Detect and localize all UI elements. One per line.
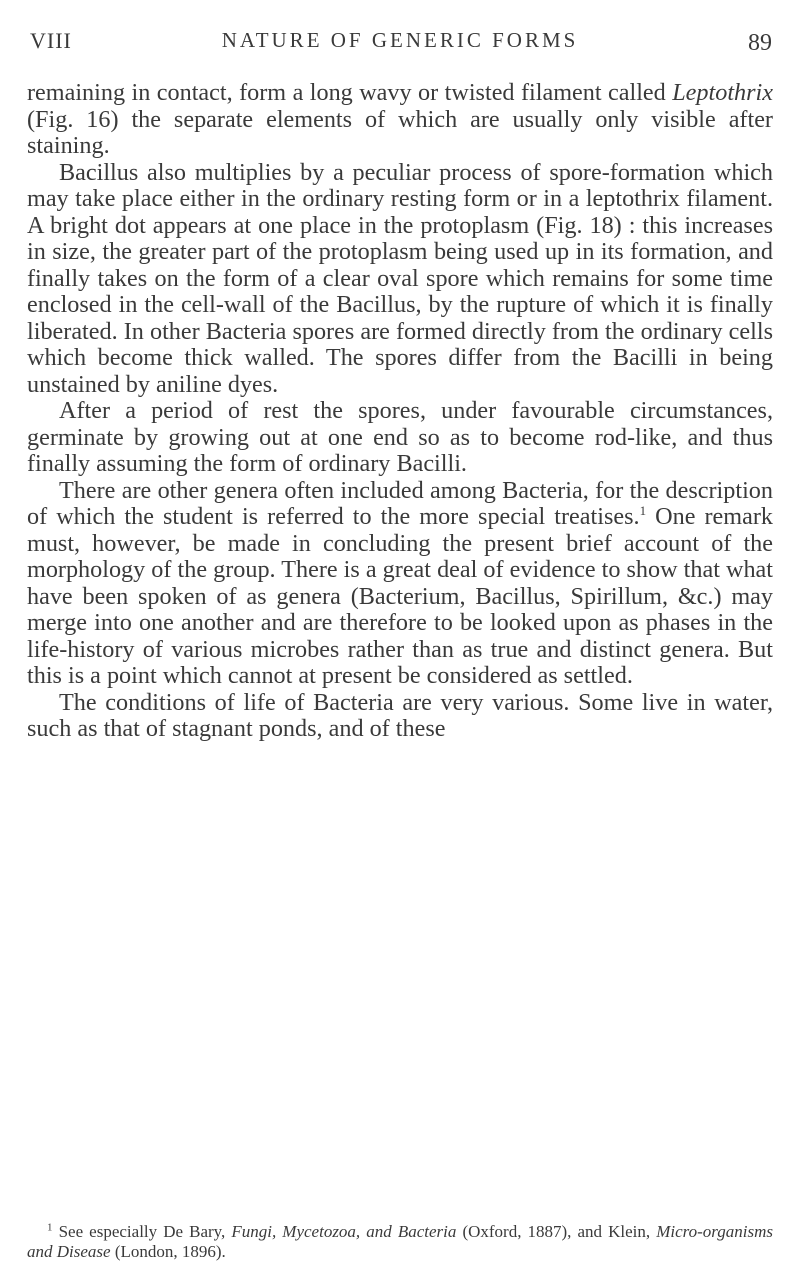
- footnote: [27, 1222, 773, 1262]
- paragraph-text: One remark must, however, be made in concluding the present brief account of the morphology of the group. There is a great deal of evidence to show that what have been spoken of as genera (Bacterium, Bacillus, Spirillum, &c.) may merge into one another and are therefore to be looked upon as phases in the life-history of various microbes rather than as true and distinct genera. But this is a point which cannot at present be considered as settled.: [27, 503, 773, 689]
- body-text: [27, 80, 773, 743]
- book-title: Fungi, Mycetozoa, and Bacteria: [231, 1222, 457, 1241]
- footnote-reference[interactable]: 1: [639, 502, 647, 518]
- book-title: Micro-organisms and Disease: [27, 1222, 773, 1261]
- paragraph: [27, 478, 773, 690]
- footnote-segment: See especially De Bary,: [52, 1222, 232, 1241]
- paragraph-text: (Fig. 16) the separate elements of which are usually only visible after staining.: [27, 105, 773, 159]
- paragraph: [27, 80, 773, 160]
- footnote-marker: 1: [47, 1221, 53, 1234]
- footnote-text: [27, 1222, 773, 1262]
- paragraph-text: There are other genera often included among Bacteria, for the description of which the student is referred to the more special treatises.: [27, 476, 773, 530]
- paragraph: [27, 690, 773, 743]
- paragraph-text: The conditions of life of Bacteria are very various. Some live in water, such as that of stagnant ponds, and of these: [27, 688, 773, 742]
- paragraph-text: Bacillus also multiplies by a peculiar process of spore-formation which may take place either in the ordinary resting form or in a leptothrix filament. A bright dot appears at one place in the protoplasm (Fig. 18) : this increases in size, the greater part of the protoplasm being used up in its formation, and finally takes on the form of a clear oval spore which remains for some time enclosed in the cell-wall of the Bacillus, by the rupture of which it is finally liberated. In other Bacteria spores are formed directly from the ordinary cells which become thick walled. The spores differ from the Bacilli in being unstained by aniline dyes.: [27, 158, 773, 398]
- page-number: 89: [748, 30, 772, 56]
- footnote-segment: (London, 1896).: [110, 1242, 226, 1261]
- page-header: [28, 18, 772, 58]
- paragraph-text: remaining in contact, form a long wavy or twisted filament called: [27, 79, 673, 106]
- paragraph-text: After a period of rest the spores, under favourable circumstances, germinate by growing out at one end so as to become rod-like, and thus finally assuming the form of ordinary Bacilli.: [27, 397, 773, 477]
- footnote-segment: (Oxford, 1887), and Klein,: [456, 1222, 657, 1241]
- chapter-number: VIII: [30, 28, 72, 53]
- paragraph: [27, 160, 773, 399]
- genus-name: Leptothrix: [672, 79, 773, 106]
- paragraph: [27, 398, 773, 478]
- running-title: NATURE OF GENERIC FORMS: [221, 28, 579, 52]
